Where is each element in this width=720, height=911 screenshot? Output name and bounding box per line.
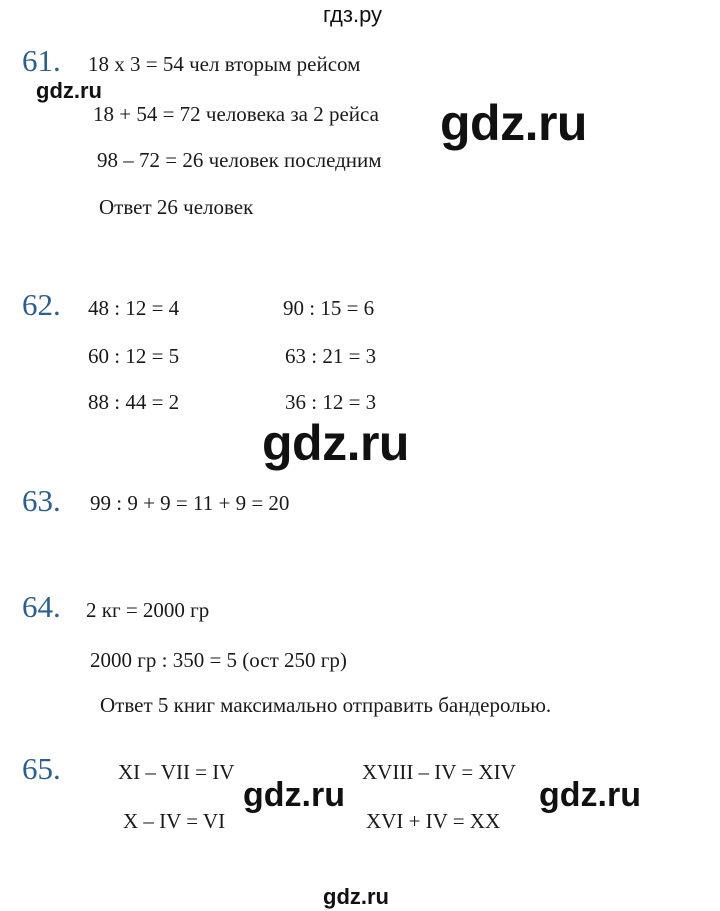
task-64-line-2: 2000 гр : 350 = 5 (ост 250 гр) bbox=[90, 648, 347, 672]
task-64-number: 64. bbox=[22, 589, 61, 624]
watermark-bottom-left: gdz.ru bbox=[243, 776, 345, 814]
watermark-small-left: gdz.ru bbox=[36, 78, 102, 103]
task-65-number: 65. bbox=[22, 751, 61, 786]
task-61-number: 61. bbox=[22, 43, 61, 78]
task-62-right-3: 36 : 12 = 3 bbox=[285, 390, 377, 414]
task-62-left-2: 60 : 12 = 5 bbox=[88, 344, 180, 368]
task-61-line-3: 98 – 72 = 26 человек последним bbox=[97, 148, 382, 172]
task-65-left-1: XI – VII = IV bbox=[118, 760, 235, 784]
task-63-line-1: 99 : 9 + 9 = 11 + 9 = 20 bbox=[90, 491, 290, 515]
task-61-line-1: 18 х 3 = 54 чел вторым рейсом bbox=[88, 52, 361, 76]
task-64-line-1: 2 кг = 2000 гр bbox=[86, 598, 210, 622]
task-65-right-1: XVIII – IV = XIV bbox=[362, 760, 516, 784]
task-62-right-2: 63 : 21 = 3 bbox=[285, 344, 377, 368]
task-62-right-1: 90 : 15 = 6 bbox=[283, 296, 375, 320]
task-62-left-3: 88 : 44 = 2 bbox=[88, 390, 180, 414]
task-64-answer: Ответ 5 книг максимально отправить бандеролью. bbox=[100, 693, 552, 717]
task-65-left-2: X – IV = VI bbox=[123, 809, 226, 833]
task-63-number: 63. bbox=[22, 483, 61, 518]
watermark-big-center: gdz.ru bbox=[262, 415, 409, 471]
task-65-right-2: XVI + IV = XX bbox=[366, 809, 501, 833]
task-61-answer: Ответ 26 человек bbox=[99, 195, 254, 219]
task-61-line-2: 18 + 54 = 72 человека за 2 рейса bbox=[93, 102, 379, 126]
watermark-big-right: gdz.ru bbox=[440, 95, 587, 151]
site-header: гдз.ру bbox=[323, 2, 383, 27]
task-62-left-1: 48 : 12 = 4 bbox=[88, 296, 180, 320]
task-62-number: 62. bbox=[22, 287, 61, 322]
watermark-bottom-right: gdz.ru bbox=[539, 776, 641, 814]
watermark-footer: gdz.ru bbox=[323, 884, 389, 909]
